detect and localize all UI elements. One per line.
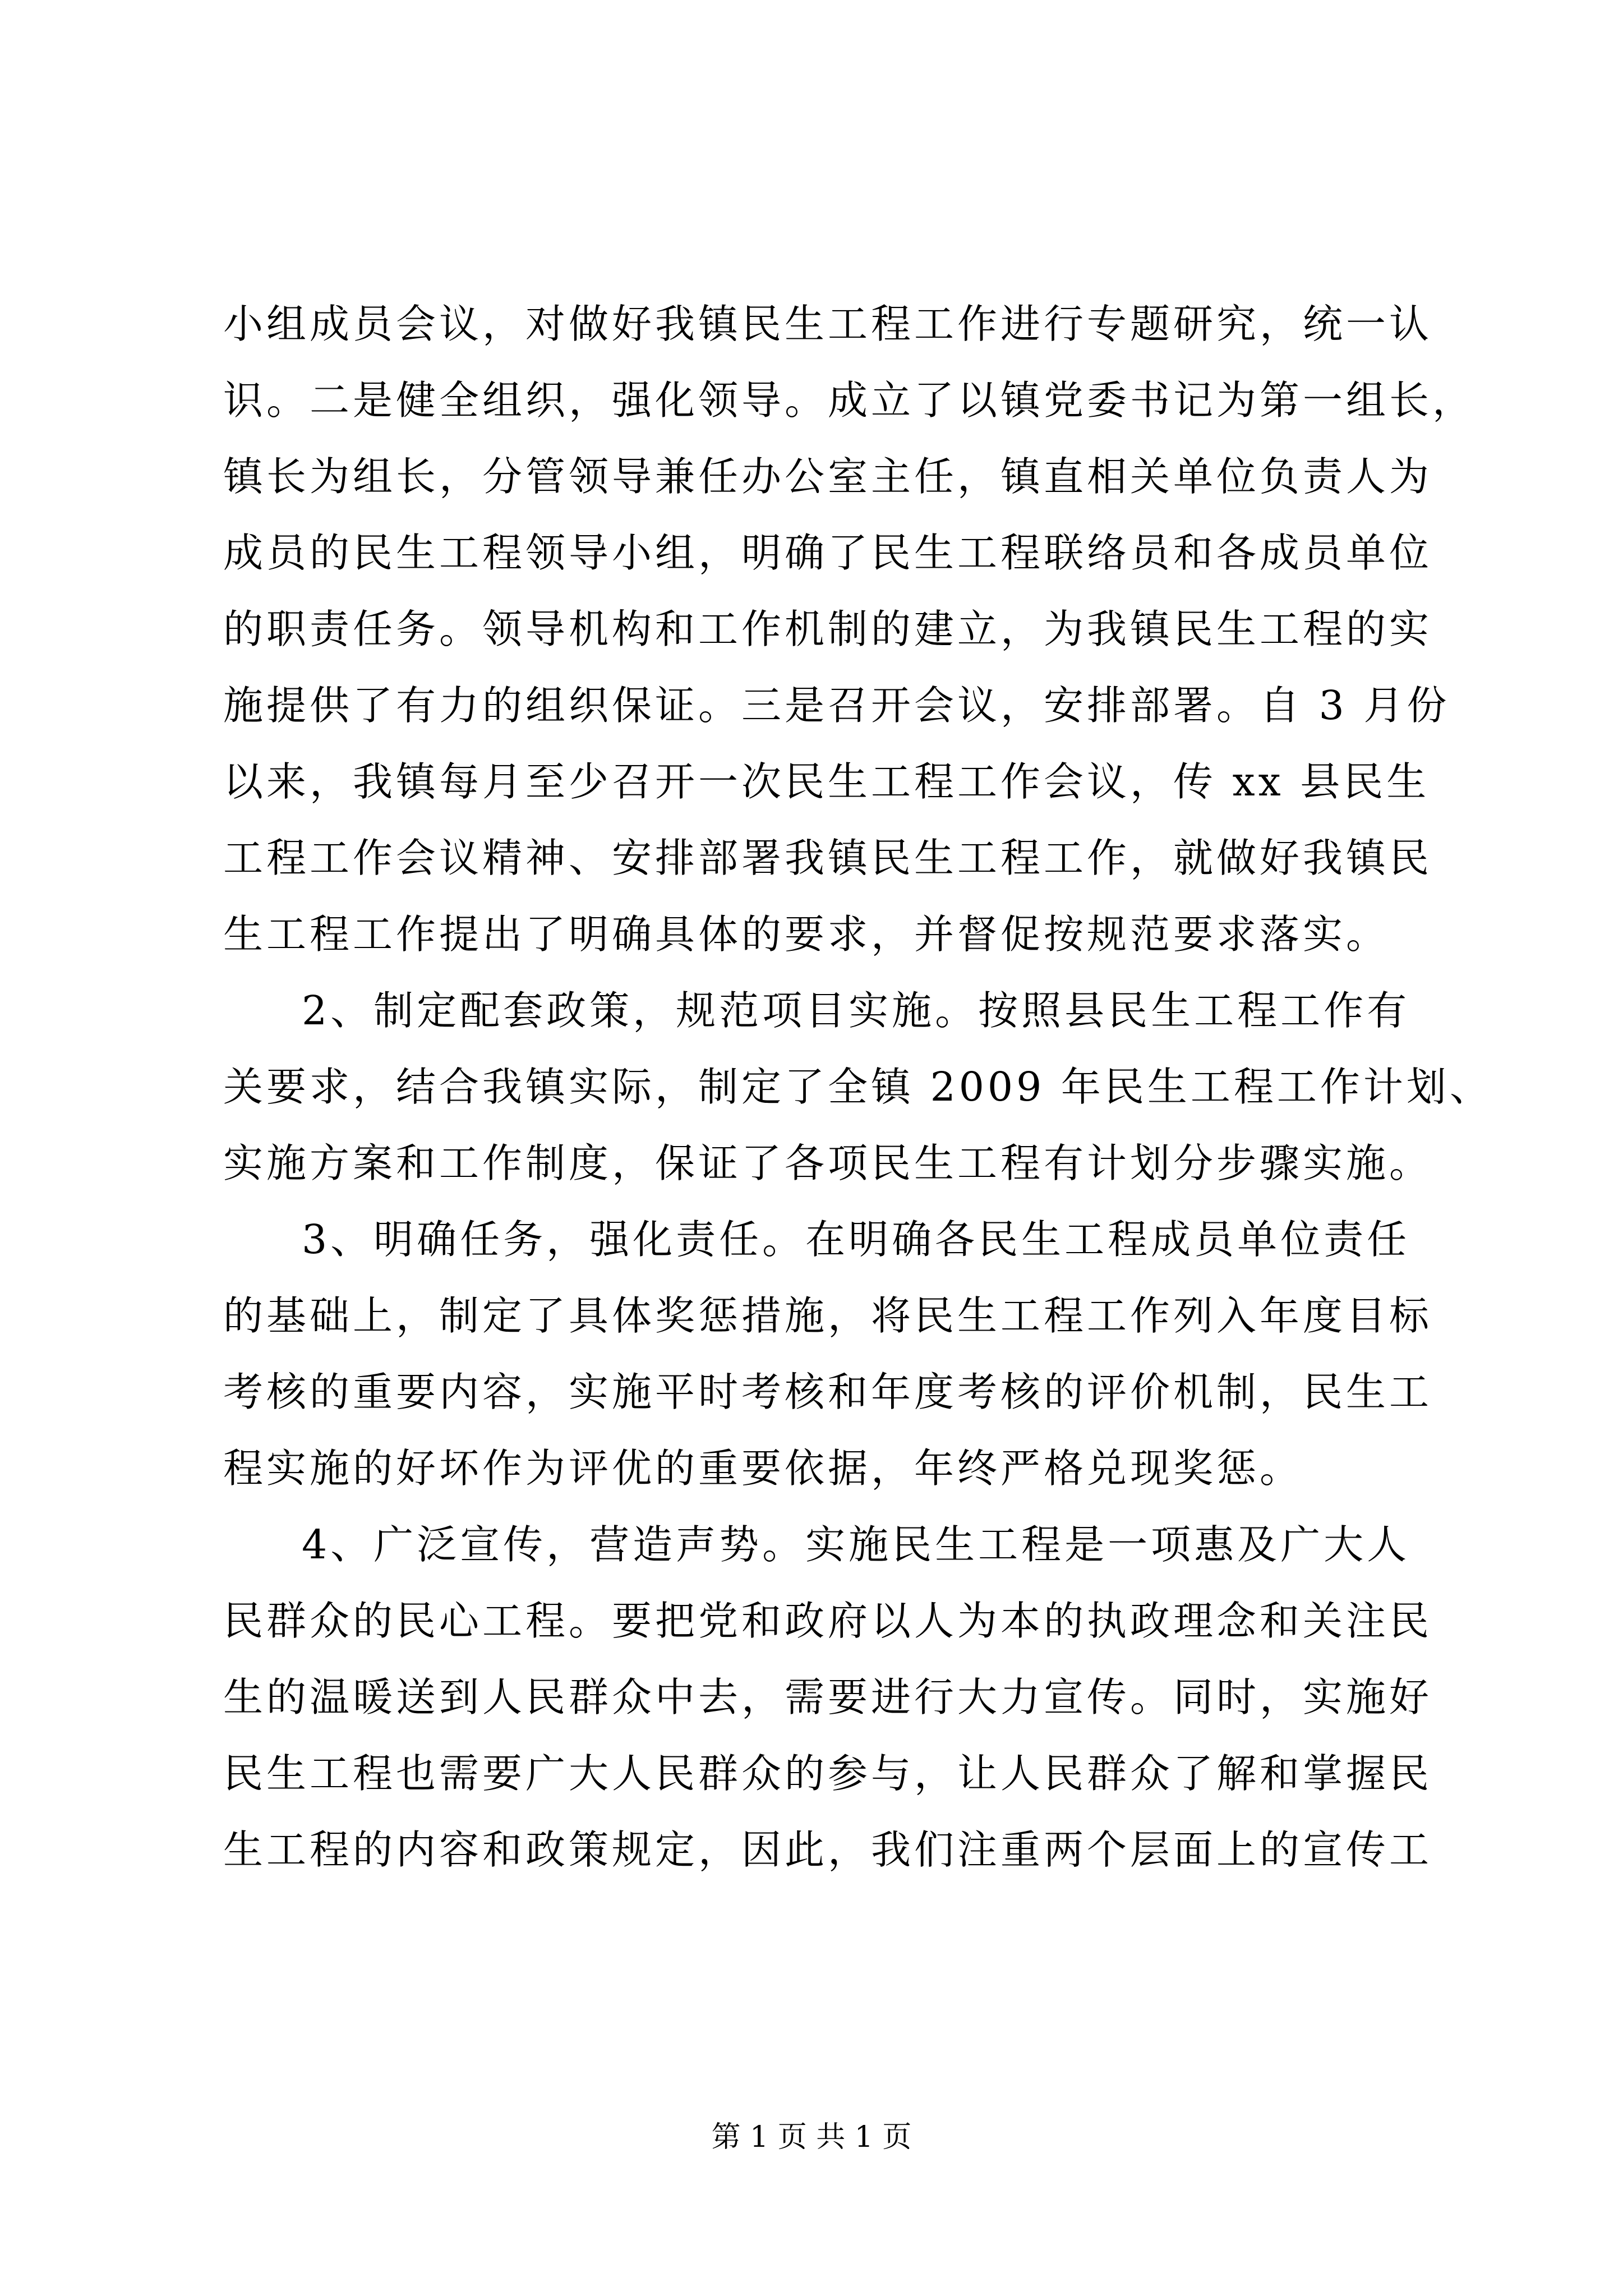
- text-line: 以来，我镇每月至少召开一次民生工程工作会议，传 xx 县民生: [223, 758, 1430, 805]
- text-line: 生工程工作提出了明确具体的要求，并督促按规范要求落实。: [223, 911, 1390, 958]
- document-body: [223, 286, 1493, 1888]
- text-line: 的职责任务。领导机构和工作机制的建立，为我镇民生工程的实: [223, 606, 1433, 652]
- text-line: 成员的民生工程领导小组，明确了民生工程联络员和各成员单位: [223, 530, 1433, 576]
- text-line: 实施方案和工作制度，保证了各项民生工程有计划分步骤实施。: [223, 1140, 1433, 1186]
- text-line: 施提供了有力的组织保证。三是召开会议，安排部署。自 3 月份: [223, 682, 1450, 729]
- text-line: 关要求，结合我镇实际，制定了全镇 2009 年民生工程工作计划、: [223, 1064, 1493, 1110]
- text-line: 程实施的好坏作为评优的重要依据，年终严格兑现奖惩。: [223, 1445, 1303, 1492]
- text-line: 生工程的内容和政策规定，因此，我们注重两个层面上的宣传工: [223, 1826, 1433, 1873]
- text-line: 生的温暖送到人民群众中去，需要进行大力宣传。同时，实施好: [223, 1674, 1433, 1720]
- paragraph-4-first-line: 4、广泛宣传，营造声势。实施民生工程是一项惠及广大人: [302, 1521, 1410, 1568]
- text-line: 民群众的民心工程。要把党和政府以人为本的执政理念和关注民: [223, 1598, 1433, 1644]
- paragraph-3-first-line: 3、明确任务，强化责任。在明确各民生工程成员单位责任: [302, 1216, 1410, 1263]
- text-line: 工程工作会议精神、安排部署我镇民生工程工作，就做好我镇民: [223, 835, 1433, 881]
- paragraph-2-first-line: 2、制定配套政策，规范项目实施。按照县民生工程工作有: [302, 987, 1410, 1034]
- text-line: 镇长为组长，分管领导兼任办公室主任，镇直相关单位负责人为: [223, 453, 1433, 500]
- text-line: 的基础上，制定了具体奖惩措施，将民生工程工作列入年度目标: [223, 1292, 1433, 1339]
- text-line: 民生工程也需要广大人民群众的参与，让人民群众了解和掌握民: [223, 1750, 1433, 1797]
- text-line: 小组成员会议，对做好我镇民生工程工作进行专题研究，统一认: [223, 301, 1433, 347]
- text-line: 考核的重要内容，实施平时考核和年度考核的评价机制，民生工: [223, 1369, 1433, 1415]
- page-number-footer: 第 1 页 共 1 页: [711, 2120, 912, 2154]
- text-line: 识。二是健全组织，强化领导。成立了以镇党委书记为第一组长，: [223, 377, 1476, 424]
